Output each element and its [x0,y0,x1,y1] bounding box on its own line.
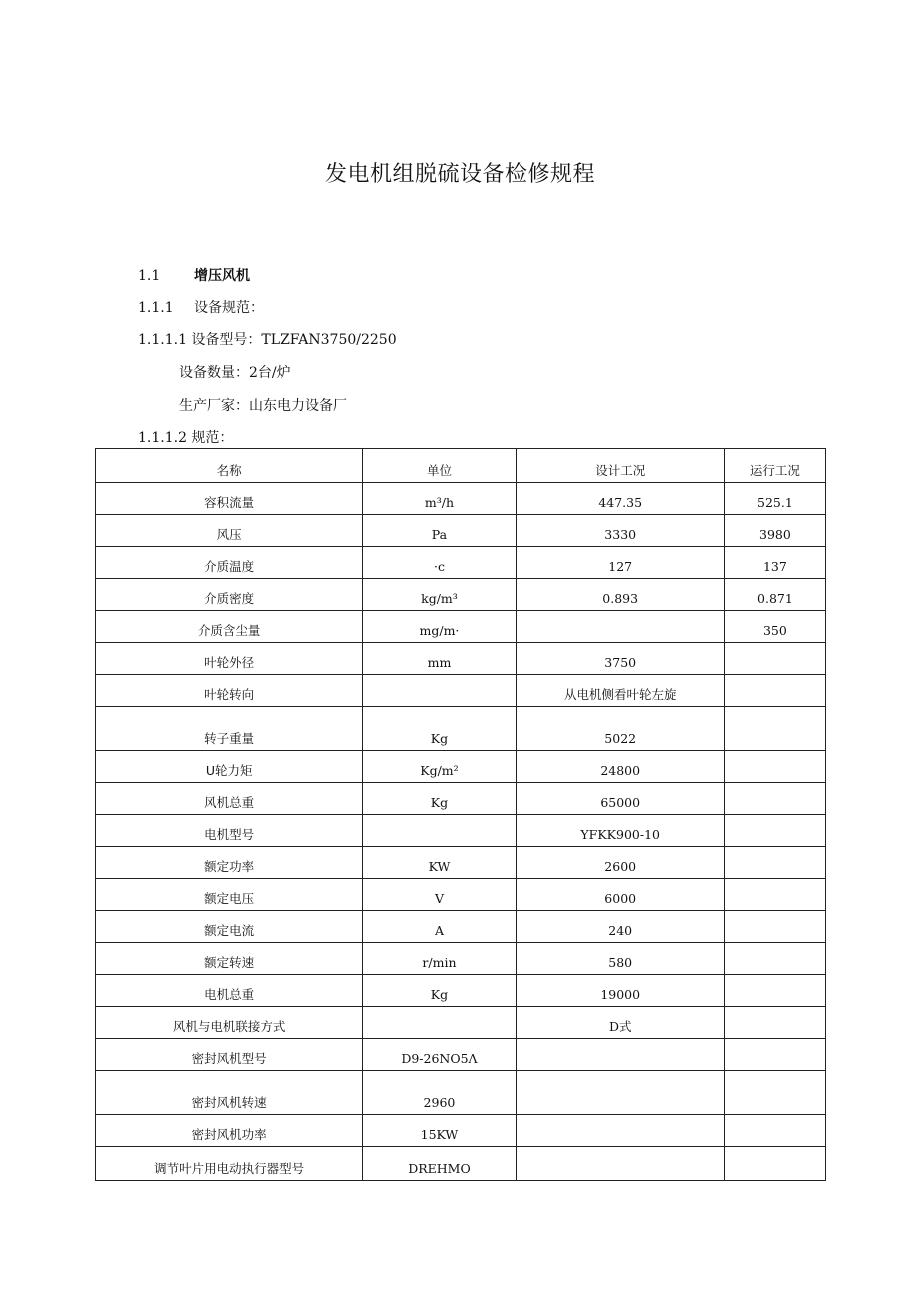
table-row [96,1147,826,1181]
unit-cell [363,675,516,707]
table-row [96,879,826,911]
name-cell: 风机总重 [96,783,363,815]
name-cell: 额定电流 [96,911,363,943]
name-cell: 密封风机功率 [96,1115,363,1147]
unit-cell: m³/h [363,483,516,515]
operating-value-cell [724,707,825,751]
operating-value-cell [724,815,825,847]
name-cell: 风机与电机联接方式 [96,1007,363,1039]
table-row [96,547,826,579]
manufacturer-line: 生产厂家：山东电力设备厂 [179,398,347,414]
table-row [96,975,826,1007]
name-cell: 介质密度 [96,579,363,611]
table-row [96,611,826,643]
design-value-cell: 3750 [516,643,724,675]
name-cell: 额定转速 [96,943,363,975]
design-value-cell [516,1071,724,1115]
name-cell: 叶轮转向 [96,675,363,707]
design-value-cell: 240 [516,911,724,943]
design-value-cell: 19000 [516,975,724,1007]
header-name-cell: 名称 [96,449,363,483]
operating-value-cell [724,1071,825,1115]
name-cell: 密封风机型号 [96,1039,363,1071]
table-row [96,483,826,515]
operating-value-cell [724,675,825,707]
section-number: 1.1 [138,268,161,284]
unit-cell: D9-26NO5Λ [363,1039,516,1071]
table-row [96,643,826,675]
unit-cell: Kg/m² [363,751,516,783]
unit-cell: 15KW [363,1115,516,1147]
operating-value-cell [724,1115,825,1147]
name-cell: 风压 [96,515,363,547]
design-value-cell [516,611,724,643]
design-value-cell: 6000 [516,879,724,911]
section-title: 增压风机 [194,268,250,284]
operating-value-cell: 525.1 [724,483,825,515]
name-cell: 密封风机转速 [96,1071,363,1115]
table-row [96,943,826,975]
operating-value-cell [724,943,825,975]
operating-value-cell [724,1007,825,1039]
design-value-cell: 0.893 [516,579,724,611]
name-cell: 介质含尘量 [96,611,363,643]
model-line: 1.1.1.1 设备型号：TLZFAN3750/2250 [138,332,397,348]
design-value-cell: 5022 [516,707,724,751]
table-row [96,1071,826,1115]
unit-cell: V [363,879,516,911]
design-value-cell: 447.35 [516,483,724,515]
name-cell: 转子重量 [96,707,363,751]
unit-cell [363,1007,516,1039]
unit-cell: Kg [363,707,516,751]
name-cell: 介质温度 [96,547,363,579]
name-cell: 电机总重 [96,975,363,1007]
table-row [96,707,826,751]
quantity-line: 设备数量：2台/炉 [179,365,291,381]
design-value-cell: 2600 [516,847,724,879]
operating-value-cell: 137 [724,547,825,579]
unit-cell: DREHMO [363,1147,516,1181]
unit-cell: KW [363,847,516,879]
design-value-cell: D式 [516,1007,724,1039]
document-title: 发电机组脱硫设备检修规程 [324,162,595,187]
subsection-number: 1.1.1 [138,300,174,316]
name-cell: 额定电压 [96,879,363,911]
spec-table [95,448,826,1181]
table-row [96,515,826,547]
operating-value-cell [724,911,825,943]
subsection-title: 设备规范： [194,300,264,316]
table-row [96,675,826,707]
operating-value-cell [724,1039,825,1071]
operating-value-cell [724,1147,825,1181]
operating-value-cell [724,783,825,815]
unit-cell: mg/m· [363,611,516,643]
table-row [96,751,826,783]
unit-cell: Pa [363,515,516,547]
design-value-cell: 24800 [516,751,724,783]
design-value-cell [516,1147,724,1181]
unit-cell: 2960 [363,1071,516,1115]
design-value-cell: 65000 [516,783,724,815]
design-value-cell: 3330 [516,515,724,547]
name-cell: U轮力矩 [96,751,363,783]
header-operating-value-cell: 运行工况 [724,449,825,483]
unit-cell: kg/m³ [363,579,516,611]
unit-cell: mm [363,643,516,675]
table-row [96,815,826,847]
operating-value-cell: 350 [724,611,825,643]
unit-cell: ·c [363,547,516,579]
name-cell: 额定功率 [96,847,363,879]
subsection-heading [138,297,264,317]
name-cell: 叶轮外径 [96,643,363,675]
table-row [96,911,826,943]
design-value-cell: YFKK900-10 [516,815,724,847]
operating-value-cell: 3980 [724,515,825,547]
table-header-row [96,449,826,483]
name-cell: 调节叶片用电动执行器型号 [96,1147,363,1181]
unit-cell [363,815,516,847]
operating-value-cell [724,751,825,783]
table-row [96,847,826,879]
section-heading [138,265,250,285]
operating-value-cell [724,847,825,879]
table-row [96,1039,826,1071]
header-unit-cell: 单位 [363,449,516,483]
unit-cell: A [363,911,516,943]
design-value-cell [516,1039,724,1071]
operating-value-cell [724,879,825,911]
unit-cell: r/min [363,943,516,975]
table-row [96,1115,826,1147]
design-value-cell: 127 [516,547,724,579]
name-cell: 电机型号 [96,815,363,847]
unit-cell: Kg [363,783,516,815]
table-row [96,579,826,611]
design-value-cell [516,1115,724,1147]
design-value-cell: 580 [516,943,724,975]
operating-value-cell [724,975,825,1007]
unit-cell: Kg [363,975,516,1007]
operating-value-cell: 0.871 [724,579,825,611]
table-row [96,783,826,815]
header-design-value-cell: 设计工况 [516,449,724,483]
table-row [96,1007,826,1039]
name-cell: 容积流量 [96,483,363,515]
operating-value-cell [724,643,825,675]
design-value-cell: 从电机侧看叶轮左旋 [516,675,724,707]
spec-heading: 1.1.1.2 规范： [138,430,234,446]
